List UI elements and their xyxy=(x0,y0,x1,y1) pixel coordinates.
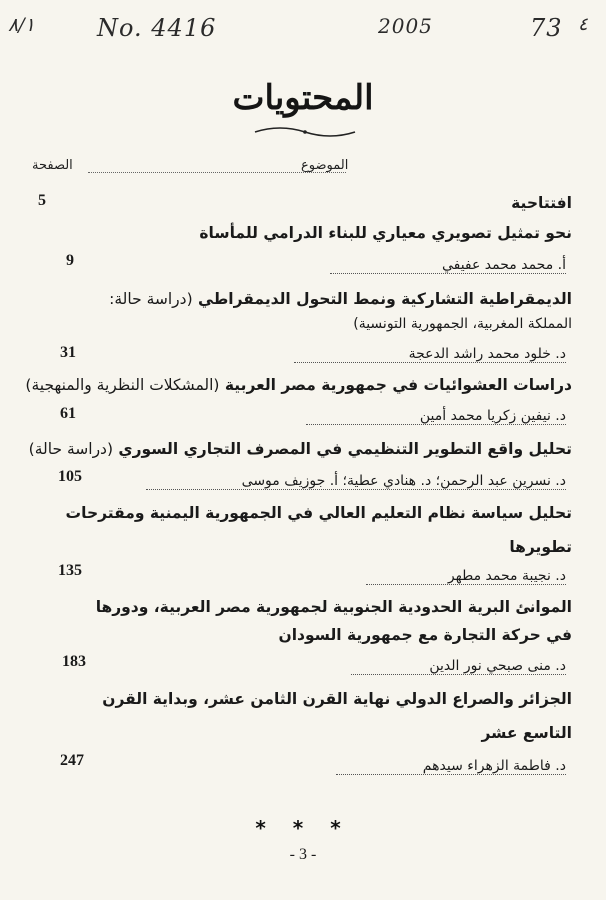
toc-entry-page: 105 xyxy=(58,468,82,485)
title-flourish-ornament xyxy=(250,126,360,138)
toc-entry-page: 9 xyxy=(66,252,74,269)
page-title: المحتويات xyxy=(232,78,374,118)
toc-entry-author: أ. محمد محمد عفيفي xyxy=(330,257,566,274)
handwritten-year: 2005 xyxy=(378,14,433,38)
toc-entry-title: الجزائر والصراع الدولي نهاية القرن الثامن عشر، وبداية القرن xyxy=(102,690,572,708)
toc-entry-title: دراسات العشوائيات في جمهورية مصر العربية (المشكلات النظرية والمنهجية) xyxy=(25,376,572,394)
header-divider xyxy=(88,172,346,173)
handwritten-accession-number: No. 4416 xyxy=(97,14,217,42)
end-ornament: * * * xyxy=(255,816,351,840)
toc-entry-author: د. نيفين زكريا محمد أمين xyxy=(306,408,566,425)
toc-entry-page: 31 xyxy=(60,344,76,361)
toc-entry-title: تحليل واقع التطوير التنظيمي في المصرف التجاري السوري (دراسة حالة) xyxy=(28,440,572,458)
page-number: - 3 - xyxy=(289,846,317,863)
toc-entry-page: 135 xyxy=(58,562,82,579)
toc-entry-title-continuation: التاسع عشر xyxy=(481,724,572,742)
toc-entry-title-continuation: في حركة التجارة مع جمهورية السودان xyxy=(278,626,572,644)
handwritten-mark-left: ٨/١ xyxy=(8,14,35,36)
toc-entry-page: 183 xyxy=(62,653,86,670)
toc-entry-title: نحو تمثيل تصويري معياري للبناء الدرامي للمأساة xyxy=(199,224,572,242)
toc-entry-author: د. خلود محمد راشد الدعجة xyxy=(294,346,566,363)
handwritten-mark-right: ٤ xyxy=(578,14,588,35)
toc-entry-title: الديمقراطية التشاركية ونمط التحول الديمقراطي (دراسة حالة: xyxy=(109,290,572,308)
toc-entry-author: د. نسرين عبد الرحمن؛ د. هنادي عطية؛ أ. جوزيف موسى xyxy=(146,473,566,490)
toc-entry-page: 5 xyxy=(38,192,46,209)
toc-entry-title: افتتاحية xyxy=(511,194,572,212)
toc-entry-title-continuation: المملكة المغربية، الجمهورية التونسية) xyxy=(353,316,572,332)
toc-entry-title: تحليل سياسة نظام التعليم العالي في الجمهورية اليمنية ومقترحات xyxy=(65,504,572,522)
page-column-label: الصفحة xyxy=(32,158,73,173)
toc-entry-author: د. نجيبة محمد مطهر xyxy=(366,568,566,585)
handwritten-issue-number: 73 xyxy=(530,14,563,42)
toc-entry-page: 61 xyxy=(60,405,76,422)
subject-column-label: الموضوع xyxy=(301,158,349,173)
toc-entry-author: د. منى صبحي نور الدين xyxy=(351,658,566,675)
toc-entry-page: 247 xyxy=(60,752,84,769)
toc-entry-title: الموانئ البرية الحدودية الجنوبية لجمهورية مصر العربية، ودورها xyxy=(95,598,572,616)
toc-entry-title-continuation: تطويرها xyxy=(509,538,572,556)
toc-entry-author: د. فاطمة الزهراء سيدهم xyxy=(336,758,566,775)
